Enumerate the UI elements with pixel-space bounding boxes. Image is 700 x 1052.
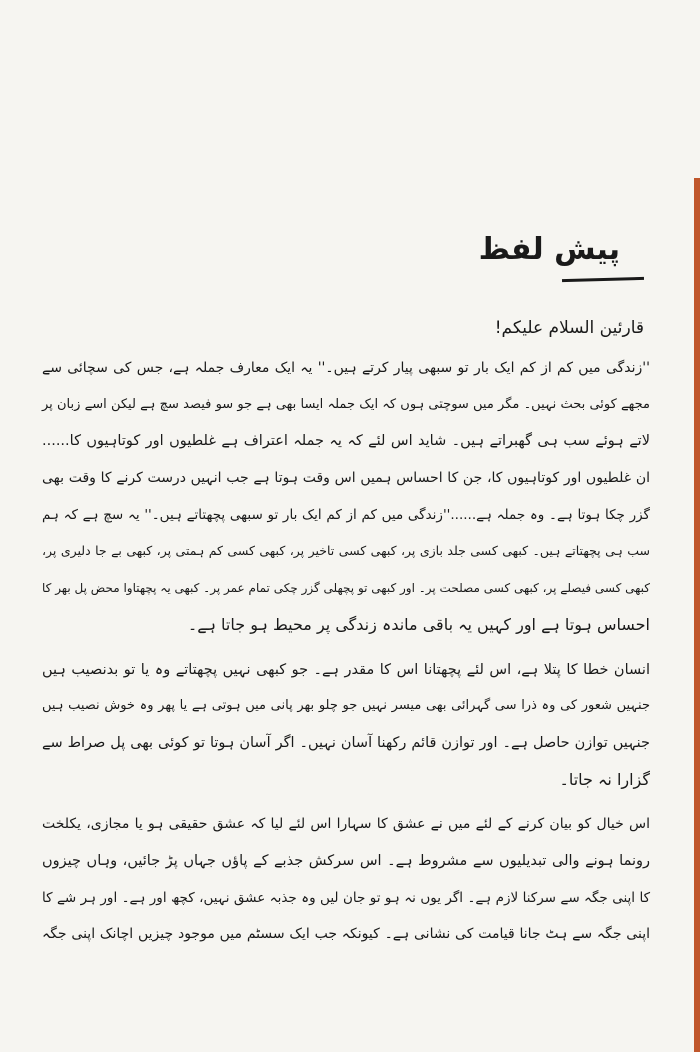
title-underline [562, 277, 644, 282]
text-line: انسان خطا کا پتلا ہے، اس لئے پچھتانا اس کا مقدر ہے۔ جو کبھی نہیں پچھتاتے وہ یا تو بدنصیب ہیں [42, 661, 650, 678]
text-line: اس خیال کو بیان کرنے کے لئے میں نے عشق کا سہارا اس لئے لیا کہ عشق حقیقی ہو یا مجازی، یکلخت [42, 816, 650, 833]
text-line: گزارا نہ جاتا۔ [559, 769, 650, 789]
text-line: جنہیں شعور کی وہ ذرا سی گہرائی بھی میسر نہیں جو چلو بھر پانی میں ہوتی ہے یا پھر وہ خوش نصیب ہیں [42, 698, 650, 714]
body-text [42, 350, 650, 953]
text-line: گزر چکا ہوتا ہے۔ وہ جملہ ہے......''زندگی میں کم از کم ایک بار تو سبھی پچھتاتے ہیں۔'' یہ سچ ہے کہ ہم [42, 506, 650, 523]
paragraph [42, 350, 650, 644]
text-line: کا اپنی جگہ سے سرکنا لازم ہے۔ اگر یوں نہ ہو تو جان لیں وہ جذبہ عشق نہیں، کچھ اور ہے۔ اور ہر شے کا [42, 889, 650, 906]
chapter-title: پیش لفظ [478, 232, 620, 267]
text-line: جنہیں توازن حاصل ہے۔ اور توازن قائم رکھنا آسان نہیں۔ اگر آسان ہوتا تو کوئی بھی پل صراط سے [42, 734, 650, 751]
text-line: اپنی جگہ سے ہٹ جانا قیامت کی نشانی ہے۔ کیونکہ جب ایک سسٹم میں موجود چیزیں اچانک اپنی جگہ [42, 926, 650, 943]
page-edge [694, 178, 700, 1052]
text-line: ان غلطیوں اور کوتاہیوں کا، جن کا احساس ہمیں اس وقت ہوتا ہے جب انہیں درست کرنے کا وقت بھی [42, 470, 650, 487]
text-line: لاتے ہوئے سب ہی گھبراتے ہیں۔ شاید اس لئے کہ یہ جملہ اعتراف ہے غلطیوں اور کوتاہیوں کا...... [42, 433, 650, 450]
text-line: ''زندگی میں کم از کم ایک بار تو سبھی پیار کرتے ہیں۔'' یہ ایک معارف جملہ ہے، جس کی سچائی سے [42, 360, 650, 376]
paragraph [42, 652, 650, 799]
text-line: رونما ہونے والی تبدیلیوں سے مشروط ہے۔ اس سرکش جذبے کے پاؤں جہاں پڑ جائیں، وہاں چیزوں [42, 852, 650, 869]
text-line: سب ہی پچھتاتے ہیں۔ کبھی کسی جلد بازی پر، کبھی کسی تاخیر پر، کبھی کسی کم ہمتی پر، کبھی بے جا دلیری پر، [42, 543, 650, 559]
text-line: کبھی کسی فیصلے پر، کبھی کسی مصلحت پر۔ اور کبھی تو پچھلی گزر چکی تمام عمر پر۔ کبھی یہ پچھتاوا محض پل بھر کا [42, 581, 650, 596]
text-line: مجھے کوئی بحث نہیں۔ مگر میں سوچتی ہوں کہ ایک جملہ ایسا بھی ہے جو سو فیصد سچ ہے لیکن اسے زبان پر [42, 396, 650, 412]
paragraph [42, 806, 650, 953]
text-line: احساس ہوتا ہے اور کہیں یہ باقی ماندہ زندگی پر محیط ہو جاتا ہے۔ [187, 614, 650, 634]
salutation: قارئین السلام علیکم! [494, 318, 644, 338]
